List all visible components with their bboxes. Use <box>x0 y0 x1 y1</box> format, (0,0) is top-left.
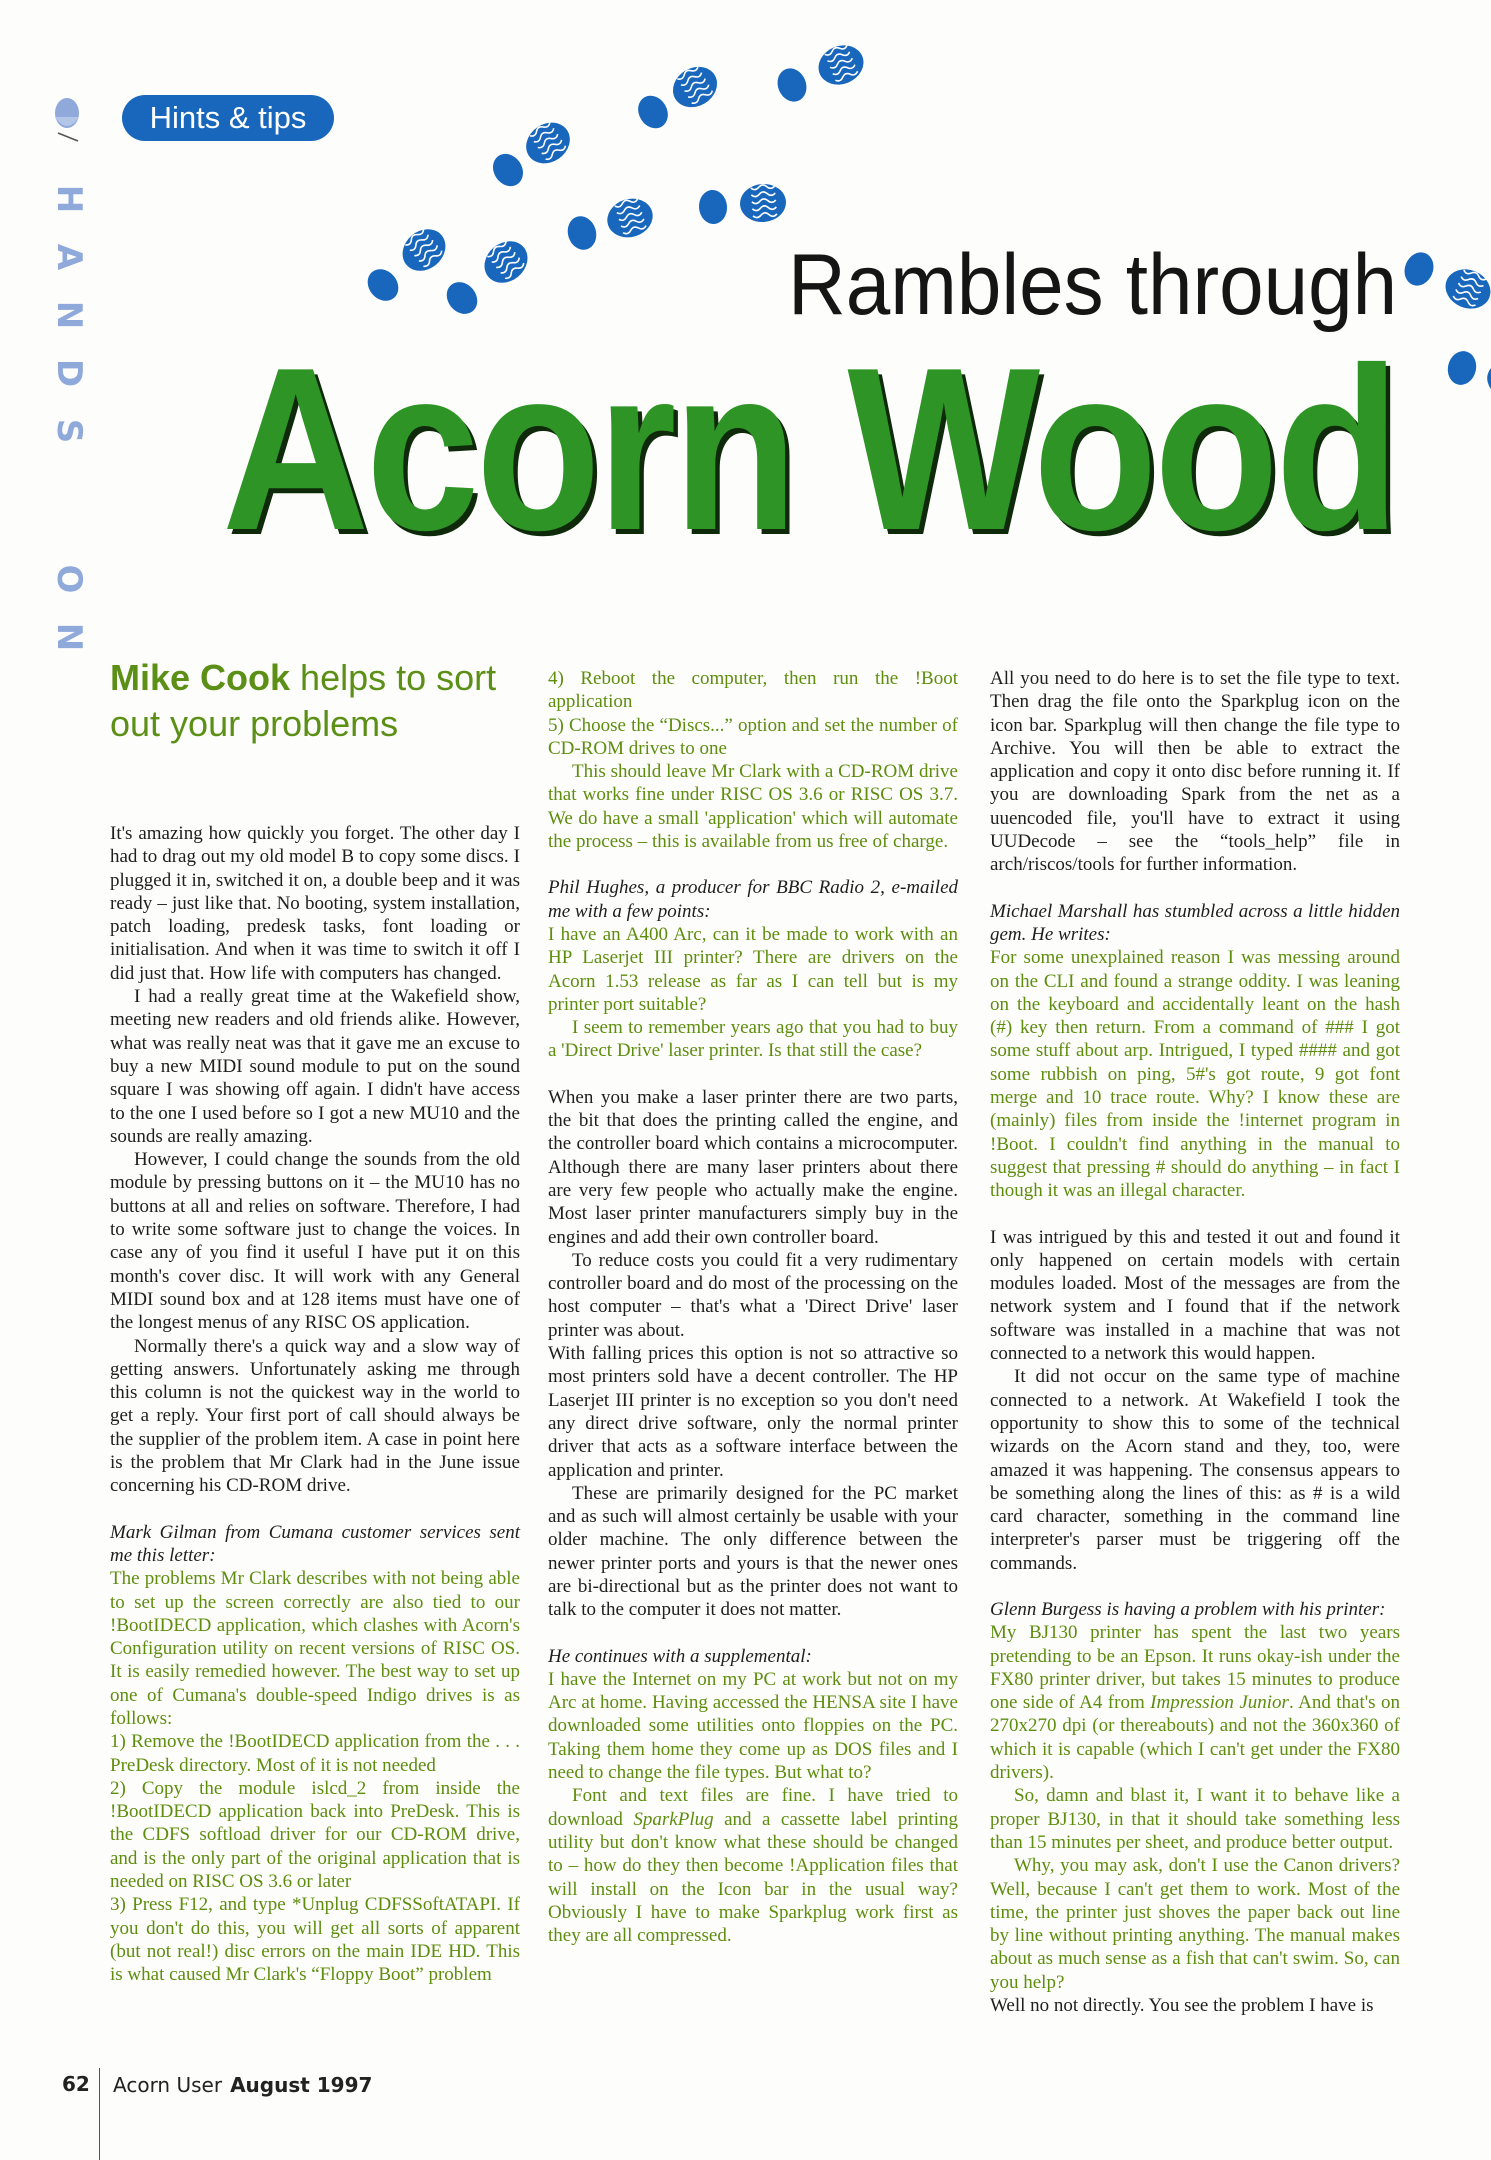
reader-letter-paragraph <box>548 1784 958 1947</box>
body-paragraph: Normally there's a quick way and a slow way of getting answers. Unfortunately asking me through this column is not the quickest way in the world to get a reply. Your first port of call should always be the supplier of the problem item. A case in point here is the problem that Mr Clark had in the June issue concerning his CD-ROM drive. <box>110 1335 520 1497</box>
side-letter: H <box>49 184 89 214</box>
body-paragraph: Well no not directly. You see the problem I have is <box>990 1995 1374 2017</box>
body-paragraph: I was intrigued by this and tested it out and found it only happened on certain models with certain modules loaded. Most of the messages are from the network system and I found that if the network software was installed in a machine that was not connected to a network this would happen. <box>990 1226 1400 1365</box>
body-paragraph: However, I could change the sounds from the old module by pressing buttons on it – the MU10 has no buttons at all and relies on software. Therefore, I had to write some software just to change the voices. In case any of you find it useful I have put it on this month's cover disc. It will work with any General MIDI sound box and at 128 items must have one of the longest menus of any RISC OS application. <box>110 1149 520 1334</box>
text-run: . And that's on 270x270 dpi (or thereabouts) and not the 360x360 of which it is capable (which I can't get under the FX80 drivers). <box>990 1692 1400 1784</box>
side-letter: A <box>49 243 89 271</box>
reader-letter-paragraph: For some unexplained reason I was messing around on the CLI and found a strange oddity. I was leaning on the keyboard and accidentally leant on the hash (#) key then return. From a command of ### I got some stuff about arp. Intrigued, I typed #### and got some rubbish on ping, 5#'s got route, 9 got font merge and 10 trace route. Why? I know these are (mainly) files from inside the !internet program in !Boot. I couldn't find anything in the manual to suggest that pressing # should do anything – in fact I though it was an illegal character. <box>990 947 1400 1202</box>
article-column-1 <box>110 822 520 1987</box>
body-paragraph: It did not occur on the same type of machine connected to a network. At Wakefield I took the opportunity to show this to some of the technical wizards on the Acorn stand and they, too, were amazed it was happening. The consensus appears to be something along the lines of this: as # is a wild card character, something in the command line interpreter's parser must be triggering off the commands. <box>990 1366 1400 1574</box>
title-line-2: Acorn Wood <box>222 320 1397 579</box>
reader-letter-paragraph: Why, you may ask, don't I use the Canon drivers? Well, because I can't get them to work. Most of the time, the printer just shoves the paper back out line by line without printing anything. The manual makes about as much sense as a fish that can't swim. So, can you help? <box>990 1855 1400 1993</box>
letter-intro: Mark Gilman from Cumana customer services sent me this letter: <box>110 1521 520 1566</box>
footprint-icon <box>1400 248 1491 315</box>
letter-intro: Phil Hughes, a producer for BBC Radio 2, e-mailed me with a few points: <box>548 877 958 922</box>
reader-letter-paragraph: So, damn and blast it, I want it to behave like a proper BJ130, in that it should take something less than 15 minutes per sheet, and produce better output. <box>990 1785 1400 1853</box>
footprint-icon <box>632 59 724 134</box>
side-letter: N <box>49 300 89 330</box>
body-paragraph: It's amazing how quickly you forget. The other day I had to drag out my old model B to copy some discs. I plugged it in, switched it on, a double beep and it was ready – just like that. No booting, system installation, patch loading, predesk tasks, font loading or initialisation. And when it was time to switch it off I did just that. How life with computers has changed. <box>110 823 520 984</box>
italic-title: Impression Junior <box>1150 1692 1289 1714</box>
section-tag-badge: Hints & tips <box>122 95 334 141</box>
body-paragraph: These are primarily designed for the PC market and as such will almost certainly be usable with your older machine. The only difference between the newer printer ports and yours is that the newer ones are bi-directional but as the printer does not want to talk to the computer it does not matter. <box>548 1482 958 1621</box>
body-paragraph: All you need to do here is to set the file type to text. Then drag the file onto the Sparkplug icon on the icon bar. Sparkplug will then change the file type to Archive. You will then be able to extract the application and copy it onto disc before running it. If you are downloading Spark from the net as a uuencoded file, you'll have to extract it using UUDecode – see the “tools_help” file in arch/riscos/tools for further information. <box>990 668 1400 876</box>
magazine-name: Acorn User <box>113 2073 223 2097</box>
reader-letter-paragraph: I have the Internet on my PC at work but not on my Arc at home. Having accessed the HENSA site I have downloaded some utilities onto floppies on the PC. Taking them home they come up as DOS files and I need to change the file types. But what to? <box>548 1668 958 1784</box>
reader-letter-paragraph: 3) Press F12, and type *Unplug CDFSSoftATAPI. If you don't do this, you will get all sorts of apparent (but not real!) disc errors on the main IDE HD. This is what caused Mr Clark's “Floppy Boot” problem <box>110 1894 520 1986</box>
body-paragraph: I had a really great time at the Wakefield show, meeting new readers and old friends alike. However, what was really neat was that it gave me an excuse to buy a new MIDI sound module to put on the sound square I was showing off again. I didn't have access to the one I used before so I got a new MU10 and the sounds are really amazing. <box>110 986 520 1147</box>
footer-masthead <box>113 2073 372 2097</box>
side-letter-gap <box>18 482 108 528</box>
text-run: Font and text files are fine. I have tried to download <box>548 1785 958 1830</box>
article-column-3 <box>990 667 1400 2017</box>
side-letter: N <box>49 622 89 652</box>
italic-title: SparkPlug <box>633 1808 714 1830</box>
side-letter: S <box>49 418 89 444</box>
side-letter: D <box>49 358 89 388</box>
letter-intro: Glenn Burgess is having a problem with his printer: <box>990 1598 1386 1620</box>
body-paragraph: When you make a laser printer there are two parts, the bit that does the printing called the engine, and the controller board which contains a microcomputer. Although there are many laser printers about there are very few people who actually make the engine. Most laser printer manufacturers simply buy in the engines and add their own controller board. <box>548 1086 958 1248</box>
text-run: and a cassette label printing utility but don't know what these should be changed to – how do they then become !Application files that will install on the Icon bar in the usual way? Obviously I have to make Sparkplug work first as they are all compressed. <box>548 1808 958 1947</box>
letter-intro: He continues with a supplemental: <box>548 1645 812 1667</box>
reader-letter-paragraph: 5) Choose the “Discs...” option and set the number of CD-ROM drives to one <box>548 714 958 759</box>
reader-letter-paragraph: 4) Reboot the computer, then run the !Boot application <box>548 668 958 713</box>
footprint-icon <box>440 233 535 320</box>
footprint-icon <box>564 193 658 253</box>
footprint-icon <box>773 39 870 106</box>
footer-divider <box>99 2068 100 2160</box>
footprint-icon <box>361 221 454 307</box>
reader-letter-paragraph: I seem to remember years ago that you had to buy a 'Direct Drive' laser printer. Is that still the case? <box>548 1017 958 1062</box>
issue-date: August 1997 <box>230 2073 373 2097</box>
letter-intro: Michael Marshall has stumbled across a little hidden gem. He writes: <box>990 900 1400 945</box>
footprint-icon <box>487 114 578 192</box>
side-letter: O <box>49 564 89 594</box>
author-name: Mike Cook <box>110 657 291 698</box>
standfirst <box>110 655 530 747</box>
standfirst-text: helps to sort out your problems <box>110 657 497 744</box>
body-paragraph: With falling prices this option is not so attractive so most printers sold have a decent controller. The HP Laserjet III printer is no exception so you don't need any direct drive software, only the normal printer driver that acts as a software interface between the application and printer. <box>548 1343 958 1481</box>
reader-letter-paragraph: This should leave Mr Clark with a CD-ROM drive that works fine under RISC OS 3.6 or RISC OS 3.7. We do have a small 'application' which will automate the process – this is available from us free of charge. <box>548 761 958 853</box>
reader-letter-paragraph: The problems Mr Clark describes with not being able to set up the screen correctly are also tied to our !BootIDECD application, which clashes with Acorn's Configuration utility on recent versions of RISC OS. It is easily remedied however. The best way to set up one of Cumana's double-speed Indigo drives is as follows: <box>110 1568 520 1729</box>
reader-letter-paragraph: I have an A400 Arc, can it be made to work with an HP Laserjet III printer? There are drivers on the Acorn 1.53 release as far as I can tell but is my printer port suitable? <box>548 923 958 1015</box>
reader-letter-paragraph <box>990 1621 1400 1784</box>
footprint-icon <box>1444 348 1491 404</box>
body-paragraph: To reduce costs you could fit a very rudimentary controller board and do most of the processing on the host computer – that's what a 'Direct Drive' laser printer was about. <box>548 1249 958 1341</box>
reader-letter-paragraph: 1) Remove the !BootIDECD application from the . . . PreDesk directory. Most of it is not needed <box>110 1731 520 1776</box>
footprint-icon <box>698 182 788 225</box>
text-run: My BJ130 printer has spent the last two years pretending to be an Epson. It runs okay-ish under the FX80 printer driver, but takes 15 minutes to produce one side of A4 from <box>990 1622 1400 1714</box>
page-number: 62 <box>62 2072 90 2096</box>
reader-letter-paragraph: 2) Copy the module islcd_2 from inside the !BootIDECD application back into PreDesk. This is the CDFS softload driver for our CD-ROM drive, and is the only part of the original application that is needed on RISC OS 3.6 or later <box>110 1777 520 1893</box>
title-line-1: Rambles through <box>788 237 1398 333</box>
article-column-2 <box>548 667 958 1947</box>
